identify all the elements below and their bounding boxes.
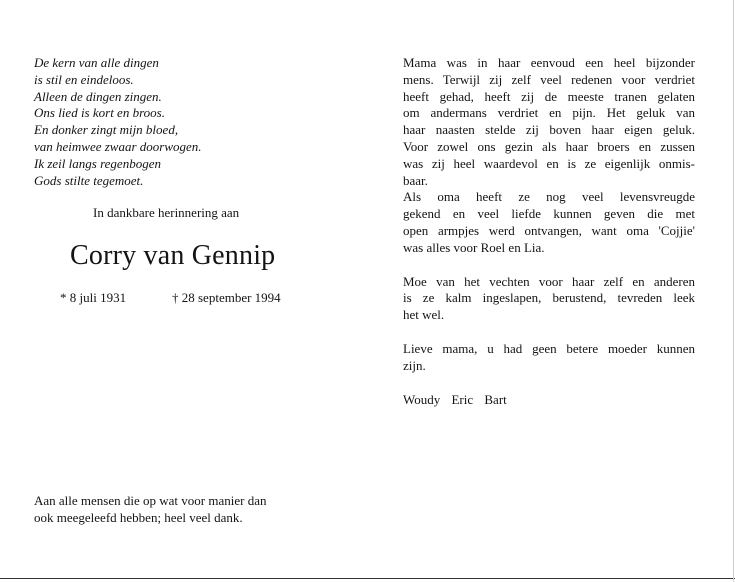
poem xyxy=(34,55,334,189)
tribute-line: gekend en veel liefde kunnen geven die met xyxy=(403,206,695,222)
poem-line: Gods stilte tegemoet. xyxy=(34,172,144,188)
poem-line: En donker zingt mijn bloed, xyxy=(34,122,179,138)
tribute-line: open armpjes werd ontvangen, want oma 'Cojjie' xyxy=(403,222,695,238)
right-edge-line xyxy=(733,0,734,582)
deceased-name: Corry van Gennip xyxy=(70,240,276,271)
tribute-line: haar naasten stelde zij boven haar eigen geluk. xyxy=(403,122,695,138)
paragraph-gap xyxy=(403,324,695,341)
tribute-line: Mama was in haar eenvoud een heel bijzonder xyxy=(403,55,695,70)
tribute-text xyxy=(403,55,695,408)
tribute-line: baar. xyxy=(403,172,428,188)
tribute-line: om andermans verdriet en pijn. Het geluk van xyxy=(403,105,695,121)
poem-line: Ons lied is kort en broos. xyxy=(34,105,165,121)
thanks-line: Aan alle mensen die op wat voor manier dan xyxy=(34,493,267,508)
poem-line: Ik zeil langs regenbogen xyxy=(34,155,161,171)
tribute-line: heeft gehad, heeft zij de meeste tranen gelaten xyxy=(403,88,695,104)
tribute-line: Lieve mama, u had geen betere moeder kunnen xyxy=(403,340,695,356)
tribute-line: Moe van het vechten voor haar zelf en anderen xyxy=(403,273,695,289)
poem-line: De kern van alle dingen xyxy=(34,55,159,70)
dedication: In dankbare herinnering aan xyxy=(93,205,240,220)
birth-date: * 8 juli 1931 xyxy=(60,290,127,305)
death-date: † 28 september 1994 xyxy=(172,290,281,305)
tribute-line: Als oma heeft ze nog veel levensvreugde xyxy=(403,189,695,205)
paragraph-gap xyxy=(403,375,695,392)
thanks-note xyxy=(34,492,334,526)
poem-line: van heimwee zwaar doorwogen. xyxy=(34,138,202,154)
tribute-line: was zij heel waardevol en is ze eigenlijk onmis- xyxy=(403,155,695,171)
bottom-border-line xyxy=(0,578,735,579)
tribute-line: Voor zowel ons gezin als haar broers en zussen xyxy=(403,138,695,154)
poem-line: is stil en eindeloos. xyxy=(34,71,134,87)
poem-line: Alleen de dingen zingen. xyxy=(34,88,162,104)
tribute-line: het wel. xyxy=(403,307,445,323)
signers: Woudy Eric Bart xyxy=(403,391,507,407)
tribute-line: is ze kalm ingeslapen, berustend, tevreden leek xyxy=(403,290,695,306)
tribute-line: was alles voor Roel en Lia. xyxy=(403,239,545,255)
paragraph-gap xyxy=(403,257,695,274)
tribute-line: zijn. xyxy=(403,357,426,373)
tribute-line: mens. Terwijl zij zelf veel redenen voor verdriet xyxy=(403,71,695,87)
thanks-line: ook meegeleefd hebben; heel veel dank. xyxy=(34,510,243,525)
